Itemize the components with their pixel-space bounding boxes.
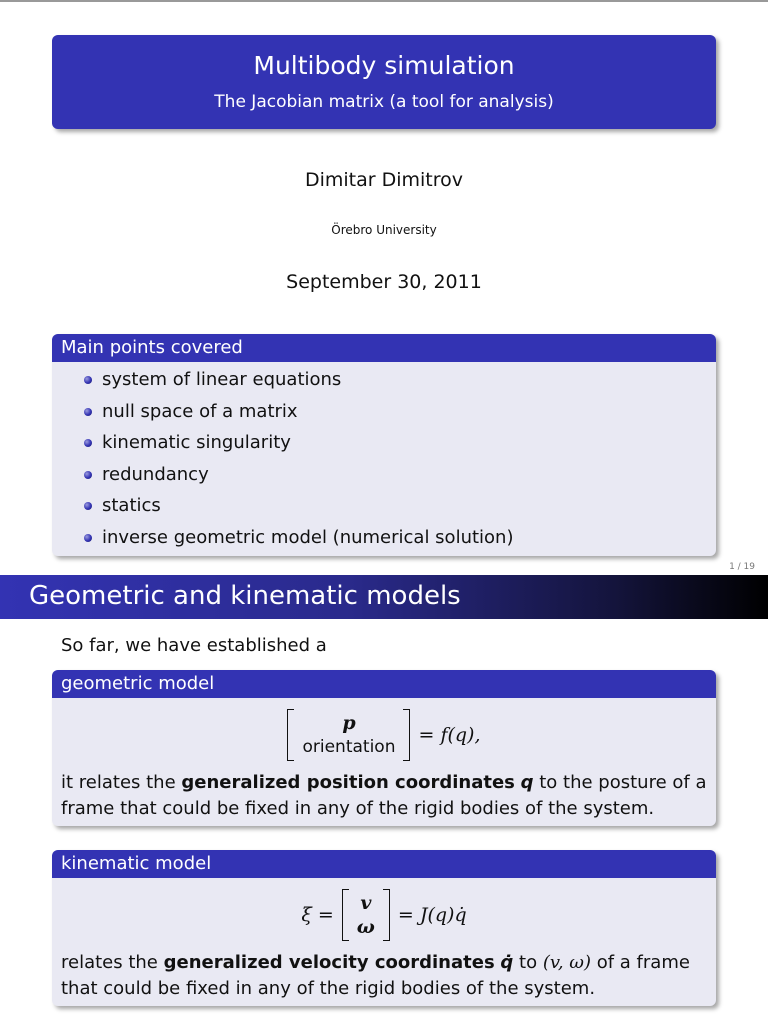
bullet-icon <box>84 439 92 447</box>
pose-vector <box>294 711 403 759</box>
page-number: 1 / 19 <box>729 562 755 572</box>
list-item: kinematic singularity <box>52 427 716 459</box>
left-bracket <box>342 889 349 941</box>
list-item: redundancy <box>52 459 716 491</box>
bullet-icon <box>84 471 92 479</box>
term-position-coordinates: generalized position coordinates <box>181 772 515 793</box>
right-bracket <box>403 709 410 761</box>
main-points-list <box>52 362 716 553</box>
right-bracket <box>383 889 390 941</box>
models-slide <box>0 575 768 1024</box>
title-box <box>52 35 716 129</box>
intro-text: So far, we have established a <box>61 635 327 656</box>
bullet-icon <box>84 408 92 416</box>
geometric-equation <box>52 700 716 770</box>
kinematic-description: relates the generalized velocity coordinates q̇ to (v, ω) of a frame that could be fixed in any of the rigid bodies of the system. <box>61 952 690 999</box>
bullet-icon <box>84 376 92 384</box>
var-v-omega: (v, ω) <box>542 952 592 973</box>
list-item: inverse geometric model (numerical solution) <box>52 522 716 554</box>
geometric-model-block <box>52 670 716 826</box>
kinematic-model-title: kinematic model <box>52 850 716 878</box>
geometric-rhs: = f(q), <box>418 724 481 746</box>
presentation-date: September 30, 2011 <box>286 271 482 293</box>
institute-name: Örebro University <box>331 223 437 237</box>
presentation-title: Multibody simulation <box>253 51 515 80</box>
matrix-entry-orientation: orientation <box>302 737 396 757</box>
list-item: null space of a matrix <box>52 396 716 428</box>
frame-title: Geometric and kinematic models <box>29 581 461 611</box>
bullet-icon <box>84 502 92 510</box>
list-item: statics <box>52 490 716 522</box>
kinematic-model-block <box>52 850 716 1006</box>
matrix-entry-v: v <box>360 892 372 914</box>
matrix-entry-p: p <box>342 712 356 734</box>
list-item: system of linear equations <box>52 364 716 396</box>
kinematic-equation <box>52 880 716 950</box>
matrix-entry-omega: ω <box>356 916 375 938</box>
main-points-block <box>52 334 716 556</box>
var-qdot: q̇ <box>500 952 514 973</box>
bullet-icon <box>84 534 92 542</box>
var-q: q <box>520 772 534 793</box>
kinematic-lhs: ξ = <box>301 904 334 926</box>
twist-vector <box>349 891 383 939</box>
kinematic-rhs: = J(q)q̇ <box>397 904 467 926</box>
frame-title-bar <box>0 575 768 619</box>
geometric-description: it relates the generalized position coordinates q to the posture of a frame that could be fixed in any of the rigid bodies of the system. <box>61 772 707 819</box>
author-name: Dimitar Dimitrov <box>304 169 464 191</box>
main-points-title: Main points covered <box>52 334 716 362</box>
term-velocity-coordinates: generalized velocity coordinates <box>163 952 495 973</box>
geometric-model-title: geometric model <box>52 670 716 698</box>
left-bracket <box>287 709 294 761</box>
presentation-subtitle: The Jacobian matrix (a tool for analysis) <box>214 92 554 112</box>
